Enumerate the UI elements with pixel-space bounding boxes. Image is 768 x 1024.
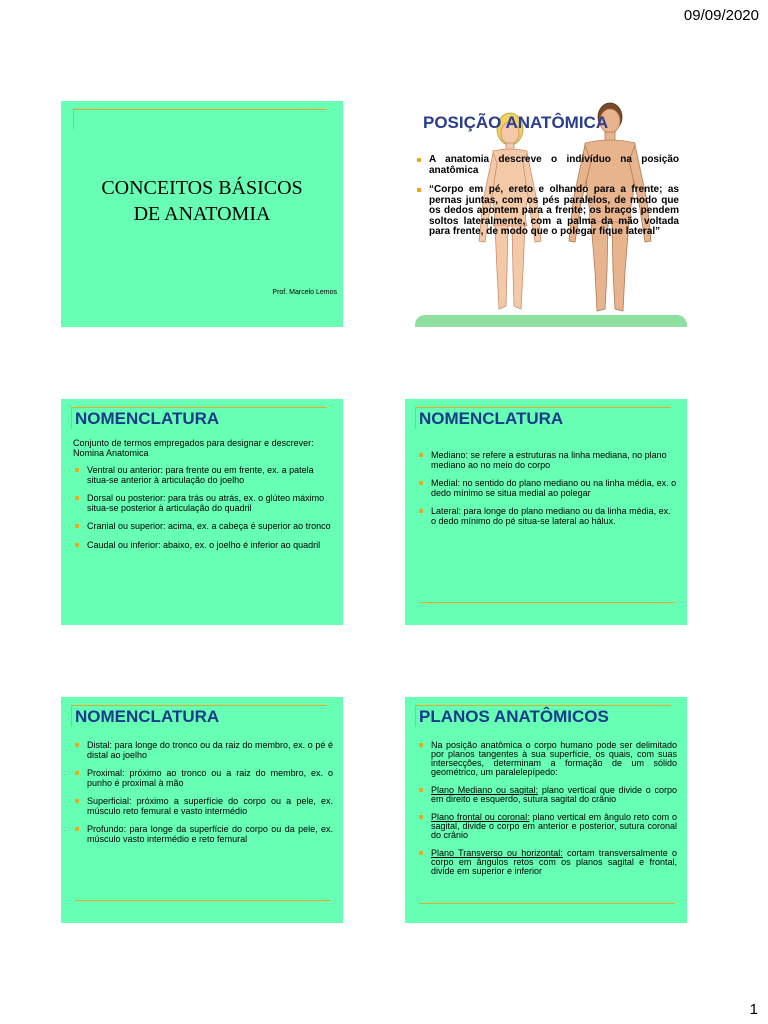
slide-body [417,741,677,885]
bullet-item: A anatomia descreve o indivíduo na posição anatômica [415,155,679,176]
slide-heading: POSIÇÃO ANATÔMICA [423,113,609,132]
accent-line [415,705,671,706]
slide-nomenclatura-2 [405,399,687,625]
bullet-item: Na posição anatômica o corpo humano pode ser delimitado por planos tangentes à sua superfície, os quais, com suas intersecções, determinam a formação de um sólido geométrico, um paralelepípedo: [417,741,677,777]
accent-line [71,407,72,429]
accent-line [75,900,331,901]
accent-line [419,903,675,904]
slide-heading: PLANOS ANATÔMICOS [419,707,609,726]
accent-line [73,109,74,129]
bullet-item: Plano Transverso ou horizontal: cortam transversalmente o corpo em ângulos retos com os planos sagital e frontal, divide em superior e inferior [417,849,677,876]
accent-line [71,705,327,706]
accent-line [415,407,416,429]
bullet-item: Profundo: para longe da superfície do corpo ou da pele, ex. músculo vasto intermédio e reto femural [73,825,333,844]
bullet-item: Medial: no sentido do plano mediano ou na linha média, ex. o dedo mínimo se situa medial ao polegar [417,479,677,498]
intro-text: Conjunto de termos empregados para designar e descrever: Nomina Anatomica [73,438,314,458]
page-date: 09/09/2020 [683,7,759,24]
bullet-item: Dorsal ou posterior: para trás ou atrás, ex. o glúteo máximo situa-se posterior à articulação do quadril [73,494,333,513]
slide-main-title: CONCEITOS BÁSICOS DE ANATOMIA [101,177,303,225]
slide-planos-anatomicos [405,697,687,923]
slide-body [73,741,333,853]
bullet-item: “Corpo em pé, ereto e olhando para a frente; as pernas juntas, com os pés paralelos, de modo que os dedos apontem para a frente; os braços pendem soltos lateralmente, com a palma da mão voltada para frente, de modo que o polegar fique lateral” [415,185,679,238]
bullet-item: Superficial: próximo a superfície do corpo ou a pele, ex. músculo reto femural e vasto intermédio [73,797,333,816]
bullet-item: Caudal ou inferior: abaixo, ex. o joelho é inferior ao quadril [73,541,333,551]
slide-body [417,451,677,535]
slide-heading: NOMENCLATURA [75,707,220,726]
slide-body [415,155,679,247]
slide-bottom-wave [415,315,687,327]
slide-heading: NOMENCLATURA [419,409,564,428]
slide-author: Prof. Marcelo Lemos [272,289,337,296]
slide-heading: NOMENCLATURA [75,409,220,428]
page-number: 1 [749,1001,758,1018]
bullet-item: Cranial ou superior: acima, ex. a cabeça é superior ao tronco [73,522,333,532]
term-label: Plano Mediano ou sagital: [431,785,539,795]
bullet-item: Plano frontal ou coronal: plano vertical em ângulo reto com o sagital, divide o corpo em anterior e posterior, sutura coronal do crânio [417,813,677,840]
slide-posicao-anatomica [405,101,687,327]
slide-nomenclatura-3 [61,697,343,923]
accent-line [415,705,416,727]
bullet-item: Plano Mediano ou sagital: plano vertical que divide o corpo em direito e esquerdo, sutura sagital do crânio [417,786,677,804]
accent-line [73,109,327,110]
bullet-item: Lateral: para longe do plano mediano ou da linha média, ex. o dedo mínimo do pé situa-se lateral ao hálux. [417,507,677,526]
term-label: Plano Transverso ou horizontal: [431,848,563,858]
accent-line [419,602,675,603]
slide-title [61,101,343,327]
term-label: Plano frontal ou coronal: [431,812,530,822]
bullet-item: Distal: para longe do tronco ou da raiz do membro, ex. o pé é distal ao joelho [73,741,333,760]
bullet-item: Mediano: se refere a estruturas na linha mediana, no plano mediano ao no meio do corpo [417,451,677,470]
accent-line [415,407,671,408]
accent-line [71,705,72,727]
slide-body [73,439,333,559]
accent-line [71,407,327,408]
bullet-item: Proximal: próximo ao tronco ou a raiz do membro, ex. o punho é proximal à mão [73,769,333,788]
slide-nomenclatura-1 [61,399,343,625]
bullet-item: Ventral ou anterior: para frente ou em frente, ex. a patela situa-se anterior à articulação do joelho [73,466,333,485]
